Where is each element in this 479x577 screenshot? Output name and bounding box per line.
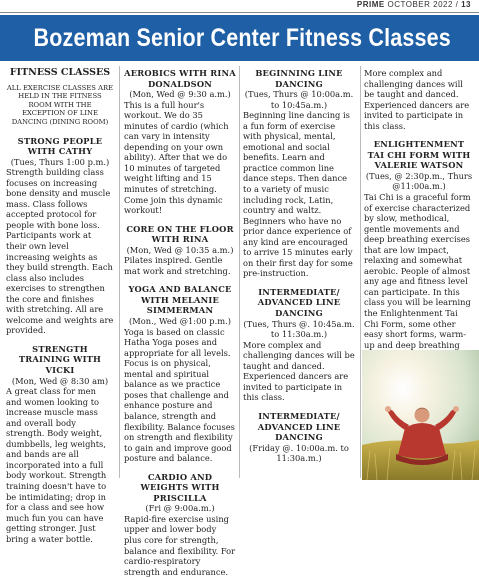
class-title: INTERMEDIATE/ ADVANCED LINE DANCING [257,410,341,443]
class-title: AEROBICS WITH RINA DONALDSON [124,68,236,89]
page-title: Bozeman Senior Center Fitness Classes [33,24,451,52]
class-description: This is a full hour's workout. We do 35 minutes of cardio (which can vary in intensity depending on your own ability). After that we do 10 minutes of targeted weight lifting and 15 minutes of stretching. Come join this dynamic workout! [124,99,229,216]
class-schedule: (Mon, Wed @ 10:35 a.m.) [126,244,234,255]
class-description: Yoga is based on classic Hatha Yoga poses and appropriate for all levels. Focus is on physical, mental and spiritual balance as we practice poses that challenge and enhance posture and balance, strength and flexibility. Balance focuses on strength and flexibility to gain and improve good posture and balance. [124,326,235,464]
class-description: A great class for men and women looking to increase muscle mass and overall body strength. Body weight, dumbbells, leg weights, and bands are all incorporated into a full body workout. Strength training doesn't have to be intimidating; drop in for a class and see how much fun you can have getting stronger. Just bring a water bottle. [6,386,107,544]
class-description: More complex and challenging dances will be taught and danced. Experienced dancers are invited to participate in this class. [364,68,470,131]
class-schedule: (Mon, Wed @ 9:30 a.m.) [129,89,231,100]
class-description: Tai Chi is a graceful form of exercise characterized by slow, methodical, gentle movements and deep breathing exercises that are low impact, relaxing and somewhat aerobic. People of almost any age and fitness level can participate. In this class you will be learning the Enlightenment Tai Chi Form, some other easy short forms, warm-up and deep breathing [364,192,471,350]
meditation-photo-art [362,350,479,480]
column-3 [243,68,355,464]
location-note: ALL EXERCISE CLASSES ARE HELD IN THE FITNESS ROOM WITH THE EXCEPTION OF LINE DANCING (DINING ROOM) [6,83,114,126]
class-title: BEGINNING LINE DANCING [255,68,343,89]
class-title: STRENGTH TRAINING WITH VICKI [18,343,102,375]
masthead-brand: PRIME [356,0,385,9]
column-divider [239,66,240,478]
class-title: CARDIO AND WEIGHTS WITH PRISCILLA [140,471,220,503]
class-schedule: (Friday @. 10:00a.m. to 11:30a.m.) [249,442,349,464]
section-heading: FITNESS CLASSES [9,67,111,78]
class-schedule: (Mon, Wed @ 8:30 am) [11,375,109,386]
class-title: ENLIGHTENMENT TAI CHI FORM WITH VALERIE WATSON [367,139,471,171]
class-schedule: (Fri @ 9:00a.m.) [145,503,215,514]
class-title: STRONG PEOPLE WITH CATHY [17,135,103,157]
class-description: Pilates inspired. Gentle mat work and stretching. [124,255,231,276]
class-title: INTERMEDIATE/ ADVANCED LINE DANCING [257,286,341,319]
class-title: CORE ON THE FLOOR WITH RINA [126,223,234,245]
class-description: Beginning line dancing is a fun form of exercise with physical, mental, emotional and social benefits. Learn and practice common line dance steps. Then dance to a variety of music including rock, Latin, country and waltz. Beginners who have no prior dance experience of any kind are encouraged to arrive 15 minutes early on their first day for some pre-instruction. [243,110,353,279]
tai-chi-meditation-photo [362,350,479,480]
class-description: Rapid-fire exercise using upper and lower body plus core for strength, balance and flexibility. For cardio-respiratory strength and endurance. [124,513,236,577]
class-schedule: (Tues, Thurs 1:00 p.m.) [10,156,110,167]
column-divider [119,66,120,478]
class-schedule: (Mon., Wed @1:00 p.m.) [129,316,231,327]
column-1 [6,68,114,544]
title-banner [0,15,479,61]
page-number: 13 [461,0,471,9]
masthead: PRIME OCTOBER 2022 / 13 [356,0,471,9]
class-schedule: (Tues, @ 2:30p.m., Thurs @11:00a.m.) [365,170,473,192]
class-title: YOGA AND BALANCE WITH MELANIE SIMMERMAN [128,284,232,316]
class-schedule: (Tues, Thurs @ 10:00a.m. to 10:45a.m.) [244,89,354,110]
masthead-issue: OCTOBER 2022 [387,0,453,9]
column-2 [124,68,236,577]
class-description: More complex and challenging dances will be taught and danced. Experienced dancers are invited to participate in this class. [243,339,355,403]
class-description: Strength building class focuses on increasing bone density and muscle mass. Class follows accepted protocol for people with bone loss. Participants work at their own level increasing weights as they build strength. Each class also includes exercises to strengthen the core and finishes with stretching. All are welcome and weights are provided. [6,167,114,336]
class-schedule: (Tues, Thurs @. 10:45a.m. to 11:30a.m.) [243,318,355,340]
column-divider [360,66,361,478]
